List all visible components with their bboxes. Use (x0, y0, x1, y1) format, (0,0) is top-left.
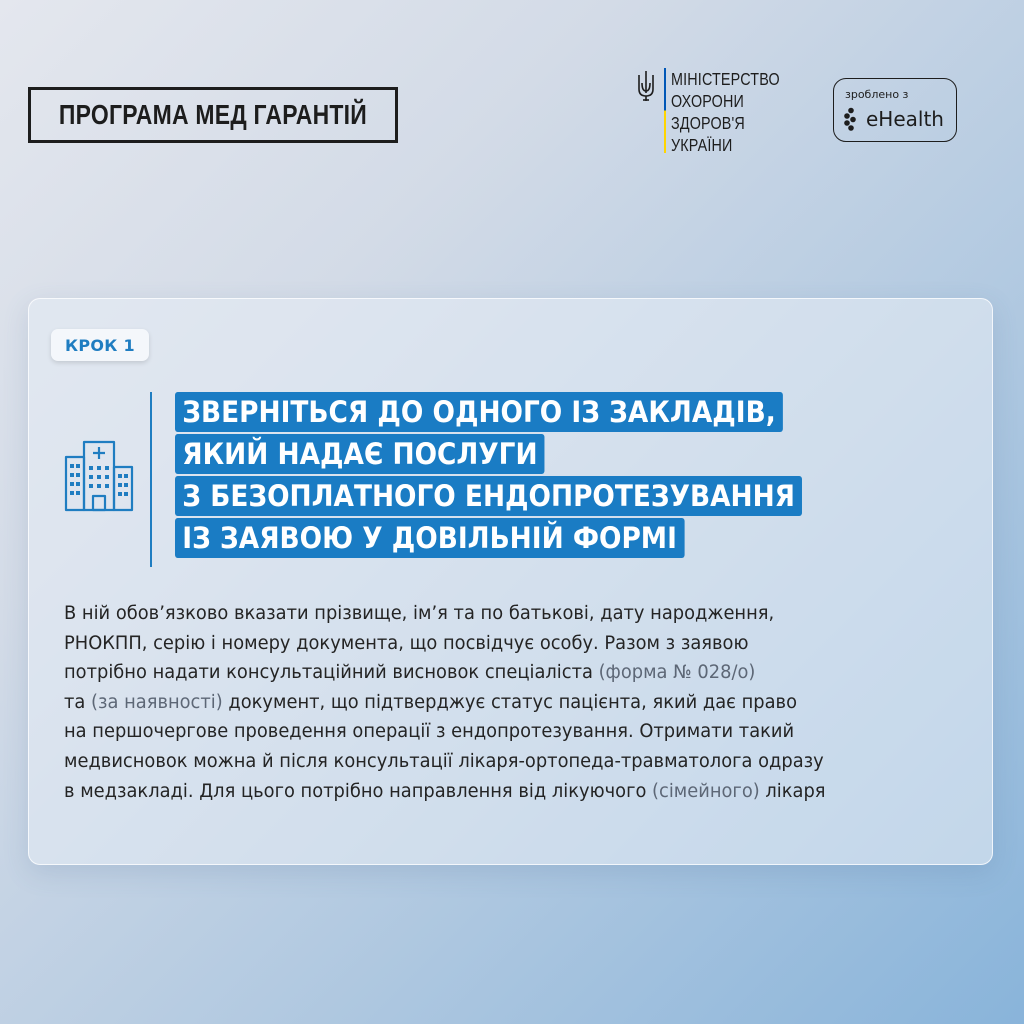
headline-divider (150, 392, 152, 567)
program-title: ПРОГРАМА МЕД ГАРАНТІЙ (58, 99, 368, 130)
headline-line: ЗВЕРНІТЬСЯ ДО ОДНОГО ІЗ ЗАКЛАДІВ, (175, 392, 783, 432)
ministry-name: МІНІСТЕРСТВО ОХОРОНИ ЗДОРОВ'Я УКРАЇНИ (671, 69, 780, 155)
form-reference: (форма № 028/о) (598, 662, 756, 684)
flag-bar (664, 68, 666, 153)
ehealth-caption: зроблено з (845, 88, 909, 101)
step-card (28, 298, 993, 865)
headline (175, 392, 864, 560)
availability-note: (за наявності) (91, 691, 223, 713)
body-line: медвисновок можна й після консультації лікаря-ортопеда-травматолога одразу (64, 750, 824, 772)
body-line: В ній обов’язково вказати прізвище, ім’я та по батькові, дату народження, (64, 603, 775, 624)
headline-line: З БЕЗОПЛАТНОГО ЕНДОПРОТЕЗУВАННЯ (175, 476, 802, 516)
ehealth-badge (833, 78, 957, 142)
body-line: та (за наявності) документ, що підтверджує статус пацієнта, який дає право (64, 691, 798, 713)
ministry-logo (636, 68, 804, 156)
program-title-box (28, 87, 398, 143)
trident-icon (636, 69, 656, 103)
body-line: на першочергове проведення операції з ендопротезування. Отримати такий (64, 721, 795, 743)
body-line: в медзакладі. Для цього потрібно направлення від лікуючого (сімейного) лікаря (64, 780, 826, 802)
ehealth-logo-icon (843, 107, 859, 131)
body-paragraph (64, 599, 964, 806)
step-badge: КРОК 1 (51, 329, 149, 361)
body-line: потрібно надати консультаційний висновок спеціаліста (форма № 028/о) (64, 662, 756, 684)
hospital-icon (63, 439, 135, 513)
headline-line: ЯКИЙ НАДАЄ ПОСЛУГИ (175, 434, 545, 474)
headline-line: ІЗ ЗАЯВОЮ У ДОВІЛЬНІЙ ФОРМІ (175, 518, 684, 558)
ehealth-name: eHealth (866, 107, 944, 131)
body-line: РНОКПП, серію і номеру документа, що посвідчує особу. Разом з заявою (64, 632, 749, 654)
family-doctor-note: (сімейного) (652, 780, 760, 802)
